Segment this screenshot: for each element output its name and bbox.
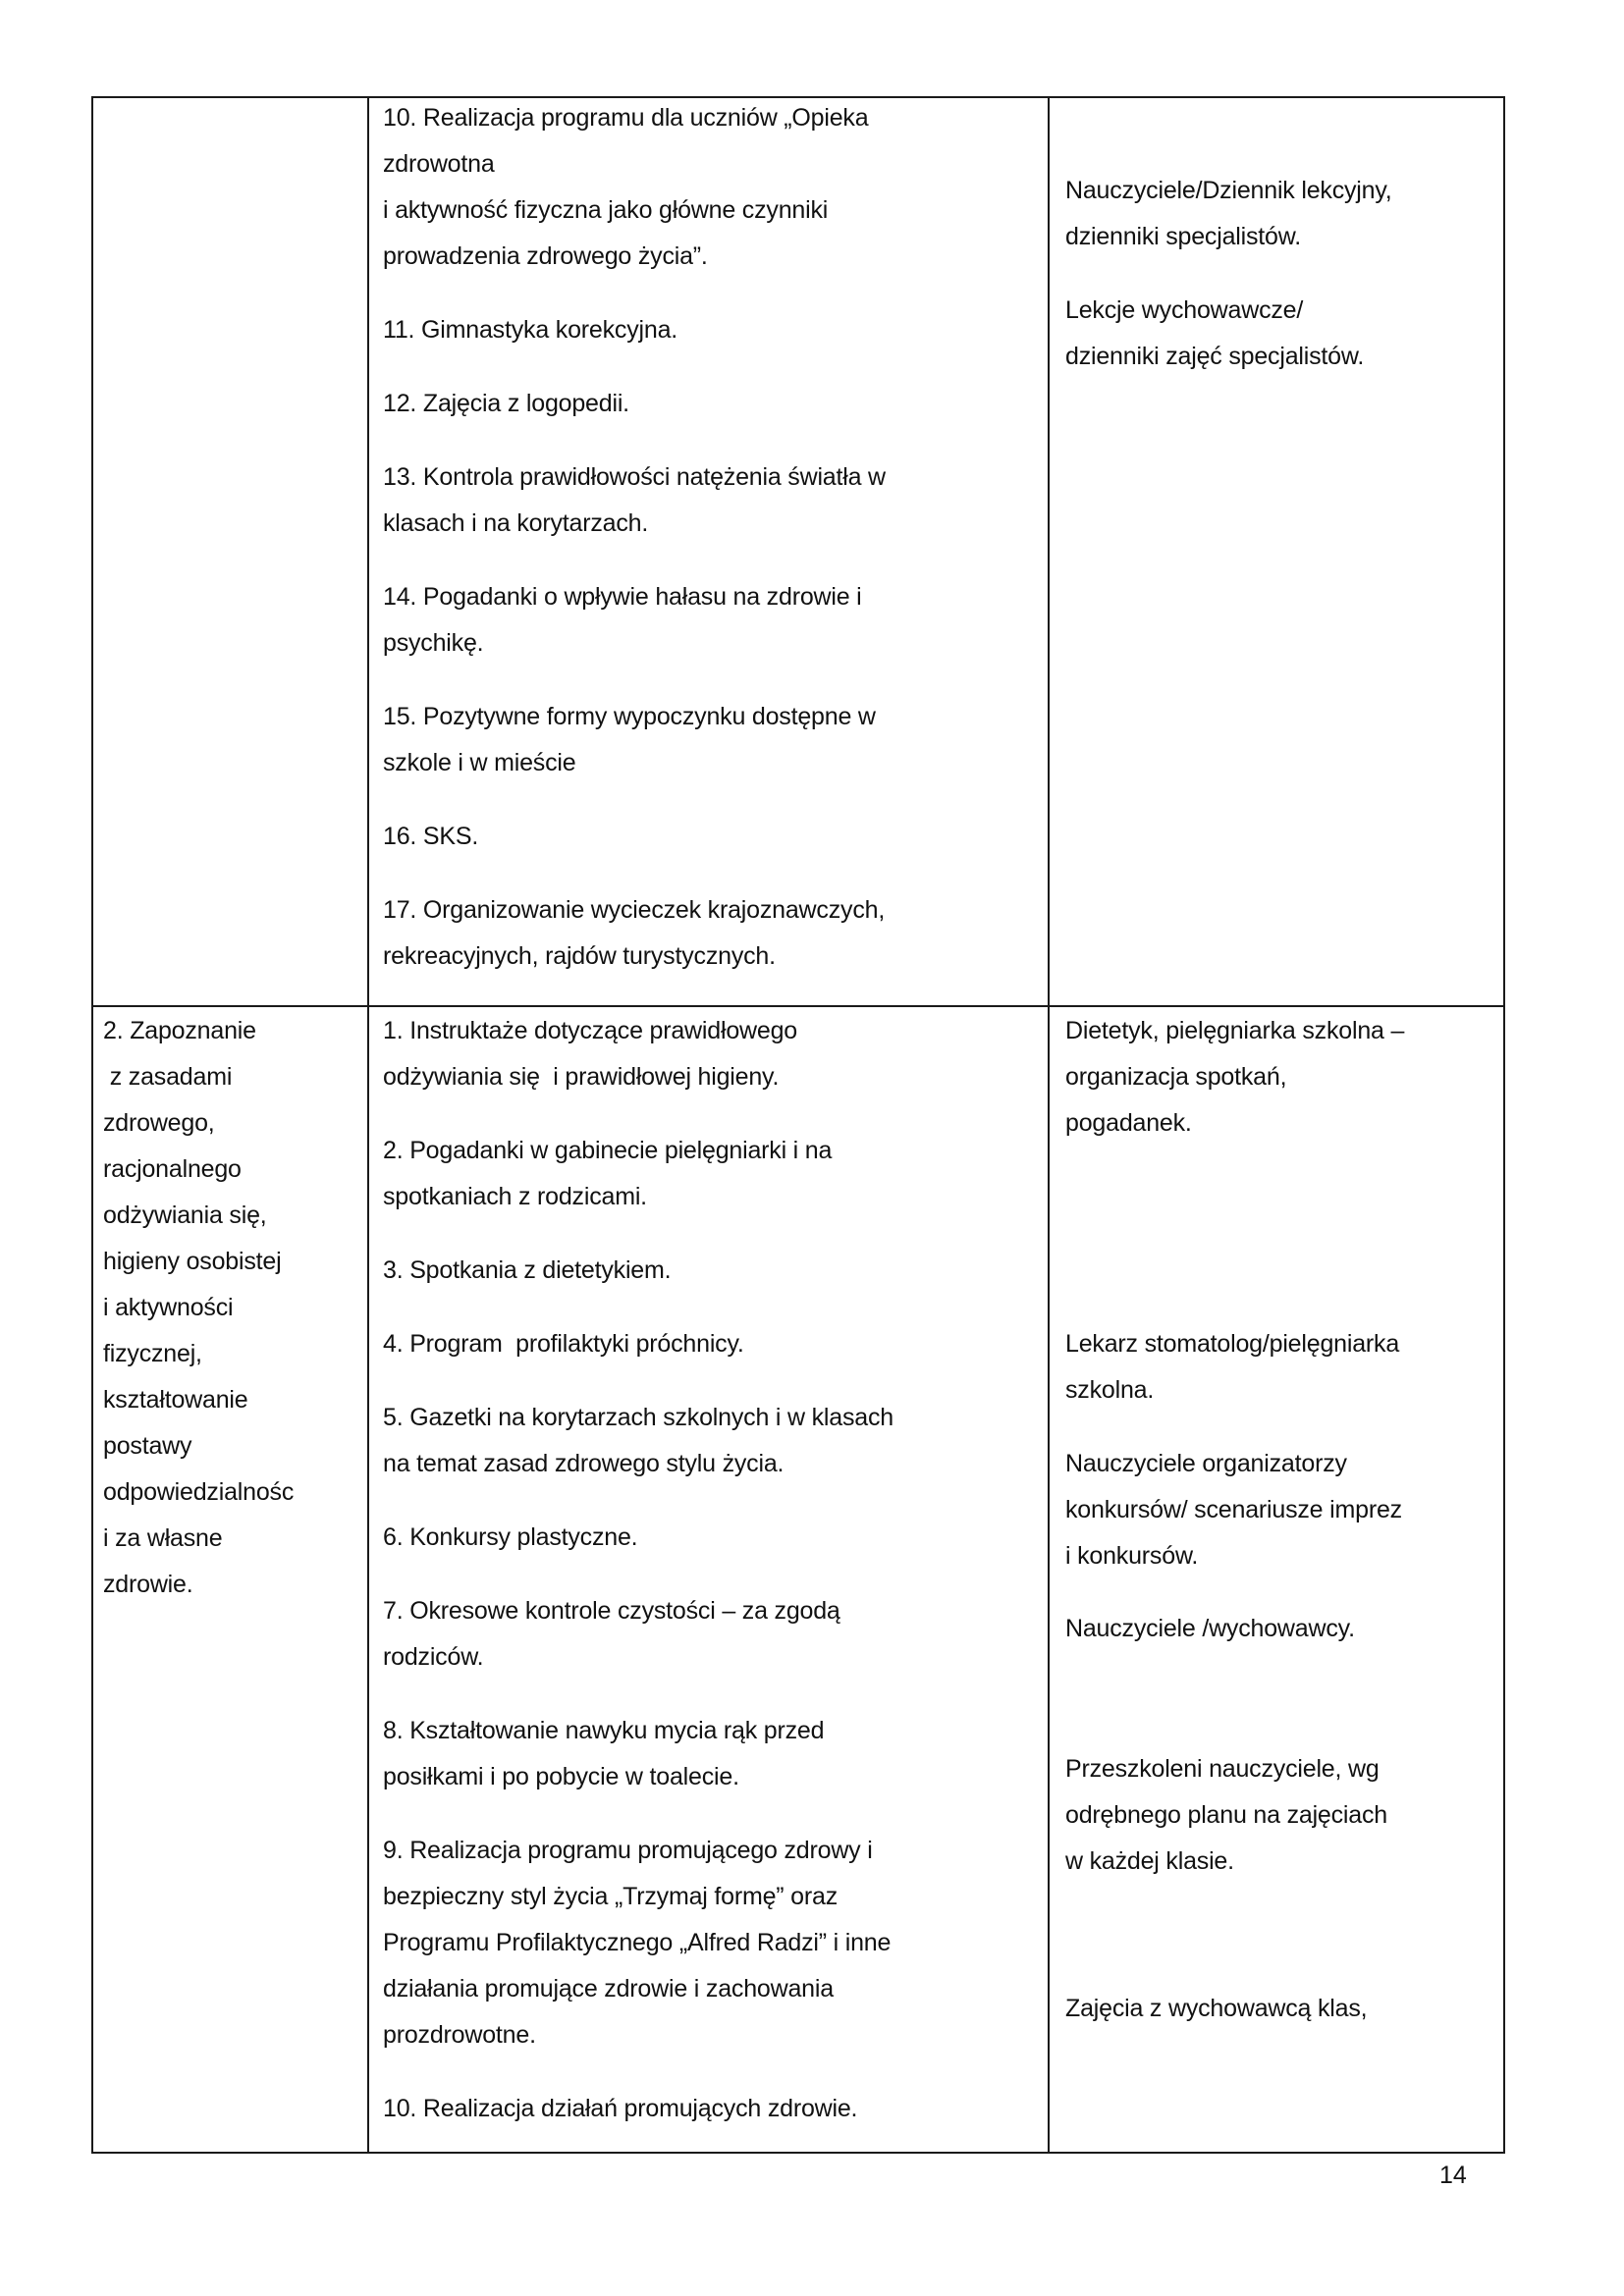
task-line: bezpieczny styl życia „Trzymaj formę” oraz [383, 1883, 838, 1910]
task-line: 5. Gazetki na korytarzach szkolnych i w klasach [383, 1404, 893, 1431]
responsible-line: odrębnego planu na zajęciach [1065, 1801, 1387, 1829]
goal-line: zdrowego, [103, 1109, 215, 1137]
task-line: na temat zasad zdrowego stylu życia. [383, 1450, 785, 1477]
responsible-line: Nauczyciele/Dziennik lekcyjny, [1065, 177, 1392, 204]
goal-line: z zasadami [103, 1063, 233, 1091]
responsible-line: Lekcje wychowawcze/ [1065, 296, 1304, 324]
responsible-line: Przeszkoleni nauczyciele, wg [1065, 1755, 1380, 1783]
task-item [383, 694, 1041, 786]
row1-tasks-cell [383, 95, 1041, 1007]
responsible-line: dzienniki zajęć specjalistów. [1065, 343, 1365, 370]
task-line: prozdrowotne. [383, 2021, 536, 2049]
task-item [383, 1321, 1041, 1367]
task-line: prowadzenia zdrowego życia”. [383, 242, 708, 270]
responsible-item [1065, 1606, 1355, 1652]
task-line: 6. Konkursy plastyczne. [383, 1523, 638, 1551]
task-item [383, 1708, 1041, 1800]
task-line: 17. Organizowanie wycieczek krajoznawczych, [383, 896, 886, 924]
task-item [383, 574, 1041, 667]
responsible-line: Lekarz stomatolog/pielęgniarka [1065, 1330, 1400, 1358]
goal-line: odżywiania się, [103, 1201, 267, 1229]
task-item [383, 454, 1041, 547]
responsible-line: konkursów/ scenariusze imprez [1065, 1496, 1402, 1523]
task-line: 2. Pogadanki w gabinecie pielęgniarki i na [383, 1137, 833, 1164]
responsible-line: i konkursów. [1065, 1542, 1199, 1570]
task-item [383, 814, 1041, 860]
goal-line: odpowiedzialnośc [103, 1478, 295, 1506]
responsible-line: pogadanek. [1065, 1109, 1192, 1137]
task-line: 12. Zajęcia z logopedii. [383, 390, 629, 417]
goal-line: 2. Zapoznanie [103, 1017, 256, 1044]
row2-tasks-cell [383, 1008, 1041, 2160]
task-item [383, 1828, 1041, 2058]
responsible-line: Dietetyk, pielęgniarka szkolna – [1065, 1017, 1405, 1044]
responsible-line: Nauczyciele /wychowawcy. [1065, 1615, 1355, 1642]
responsible-item [1065, 1441, 1402, 1579]
task-line: 4. Program profilaktyki próchnicy. [383, 1330, 744, 1358]
responsible-item [1065, 1321, 1399, 1414]
responsible-line: szkolna. [1065, 1376, 1155, 1404]
goal-line: i za własne [103, 1524, 223, 1552]
task-line: 1. Instruktaże dotyczące prawidłowego [383, 1017, 797, 1044]
task-line: 7. Okresowe kontrole czystości – za zgodą [383, 1597, 840, 1625]
row2-goal-cell [103, 1008, 360, 1608]
task-item [383, 1128, 1041, 1220]
task-line: 14. Pogadanki o wpływie hałasu na zdrowie i [383, 583, 862, 611]
row1-responsible-cell [1065, 168, 1497, 407]
task-item [383, 1515, 1041, 1561]
task-line: 8. Kształtowanie nawyku mycia rąk przed [383, 1717, 825, 1744]
task-line: spotkaniach z rodzicami. [383, 1183, 647, 1210]
table-border-right [1503, 96, 1505, 2154]
task-line: 10. Realizacja programu dla uczniów „Opieka [383, 104, 869, 132]
task-line: 15. Pozytywne formy wypoczynku dostępne w [383, 703, 876, 730]
goal-line: higieny osobistej [103, 1248, 282, 1275]
task-line: 9. Realizacja programu promującego zdrowy i [383, 1837, 873, 1864]
task-line: i aktywność fizyczna jako główne czynniki [383, 196, 829, 224]
task-line: 10. Realizacja działań promujących zdrowie. [383, 2095, 858, 2122]
task-item [383, 1588, 1041, 1681]
task-item [383, 1395, 1041, 1487]
responsible-item [1065, 168, 1497, 260]
goal-line: racjonalnego [103, 1155, 242, 1183]
goal-line: fizycznej, [103, 1340, 202, 1367]
responsible-item [1065, 1746, 1387, 1885]
task-item [383, 2086, 1041, 2132]
goal-line: postawy [103, 1432, 192, 1460]
table-column-divider-1 [367, 96, 369, 2154]
table-column-divider-2 [1048, 96, 1050, 2154]
task-line: psychikę. [383, 629, 484, 657]
task-line: zdrowotna [383, 150, 495, 178]
task-item [383, 307, 1041, 353]
task-line: odżywiania się i prawidłowej higieny. [383, 1063, 780, 1091]
page-number: 14 [1439, 2162, 1467, 2189]
responsible-line: organizacja spotkań, [1065, 1063, 1287, 1091]
table-border-left [91, 96, 93, 2154]
task-item [383, 1248, 1041, 1294]
task-line: 11. Gimnastyka korekcyjna. [383, 316, 678, 344]
responsible-line: dzienniki specjalistów. [1065, 223, 1301, 250]
task-line: Programu Profilaktycznego „Alfred Radzi” i inne [383, 1929, 892, 1956]
goal-line: zdrowie. [103, 1571, 193, 1598]
goal-line: i aktywności [103, 1294, 234, 1321]
task-line: rekreacyjnych, rajdów turystycznych. [383, 942, 776, 970]
task-line: 13. Kontrola prawidłowości natężenia światła w [383, 463, 886, 491]
task-item [383, 1008, 1041, 1100]
responsible-line: Zajęcia z wychowawcą klas, [1065, 1995, 1368, 2022]
task-item [383, 95, 1041, 280]
task-line: działania promujące zdrowie i zachowania [383, 1975, 834, 2002]
responsible-line: Nauczyciele organizatorzy [1065, 1450, 1347, 1477]
task-line: szkole i w mieście [383, 749, 576, 776]
responsible-item [1065, 1008, 1404, 1147]
task-item [383, 381, 1041, 427]
task-line: rodziców. [383, 1643, 484, 1671]
task-line: 16. SKS. [383, 823, 479, 850]
responsible-line: w każdej klasie. [1065, 1847, 1234, 1875]
task-line: 3. Spotkania z dietetykiem. [383, 1256, 672, 1284]
task-line: klasach i na korytarzach. [383, 509, 649, 537]
responsible-item [1065, 288, 1497, 380]
task-line: posiłkami i po pobycie w toalecie. [383, 1763, 739, 1790]
goal-line: kształtowanie [103, 1386, 248, 1414]
responsible-item [1065, 1986, 1367, 2032]
task-item [383, 887, 1041, 980]
